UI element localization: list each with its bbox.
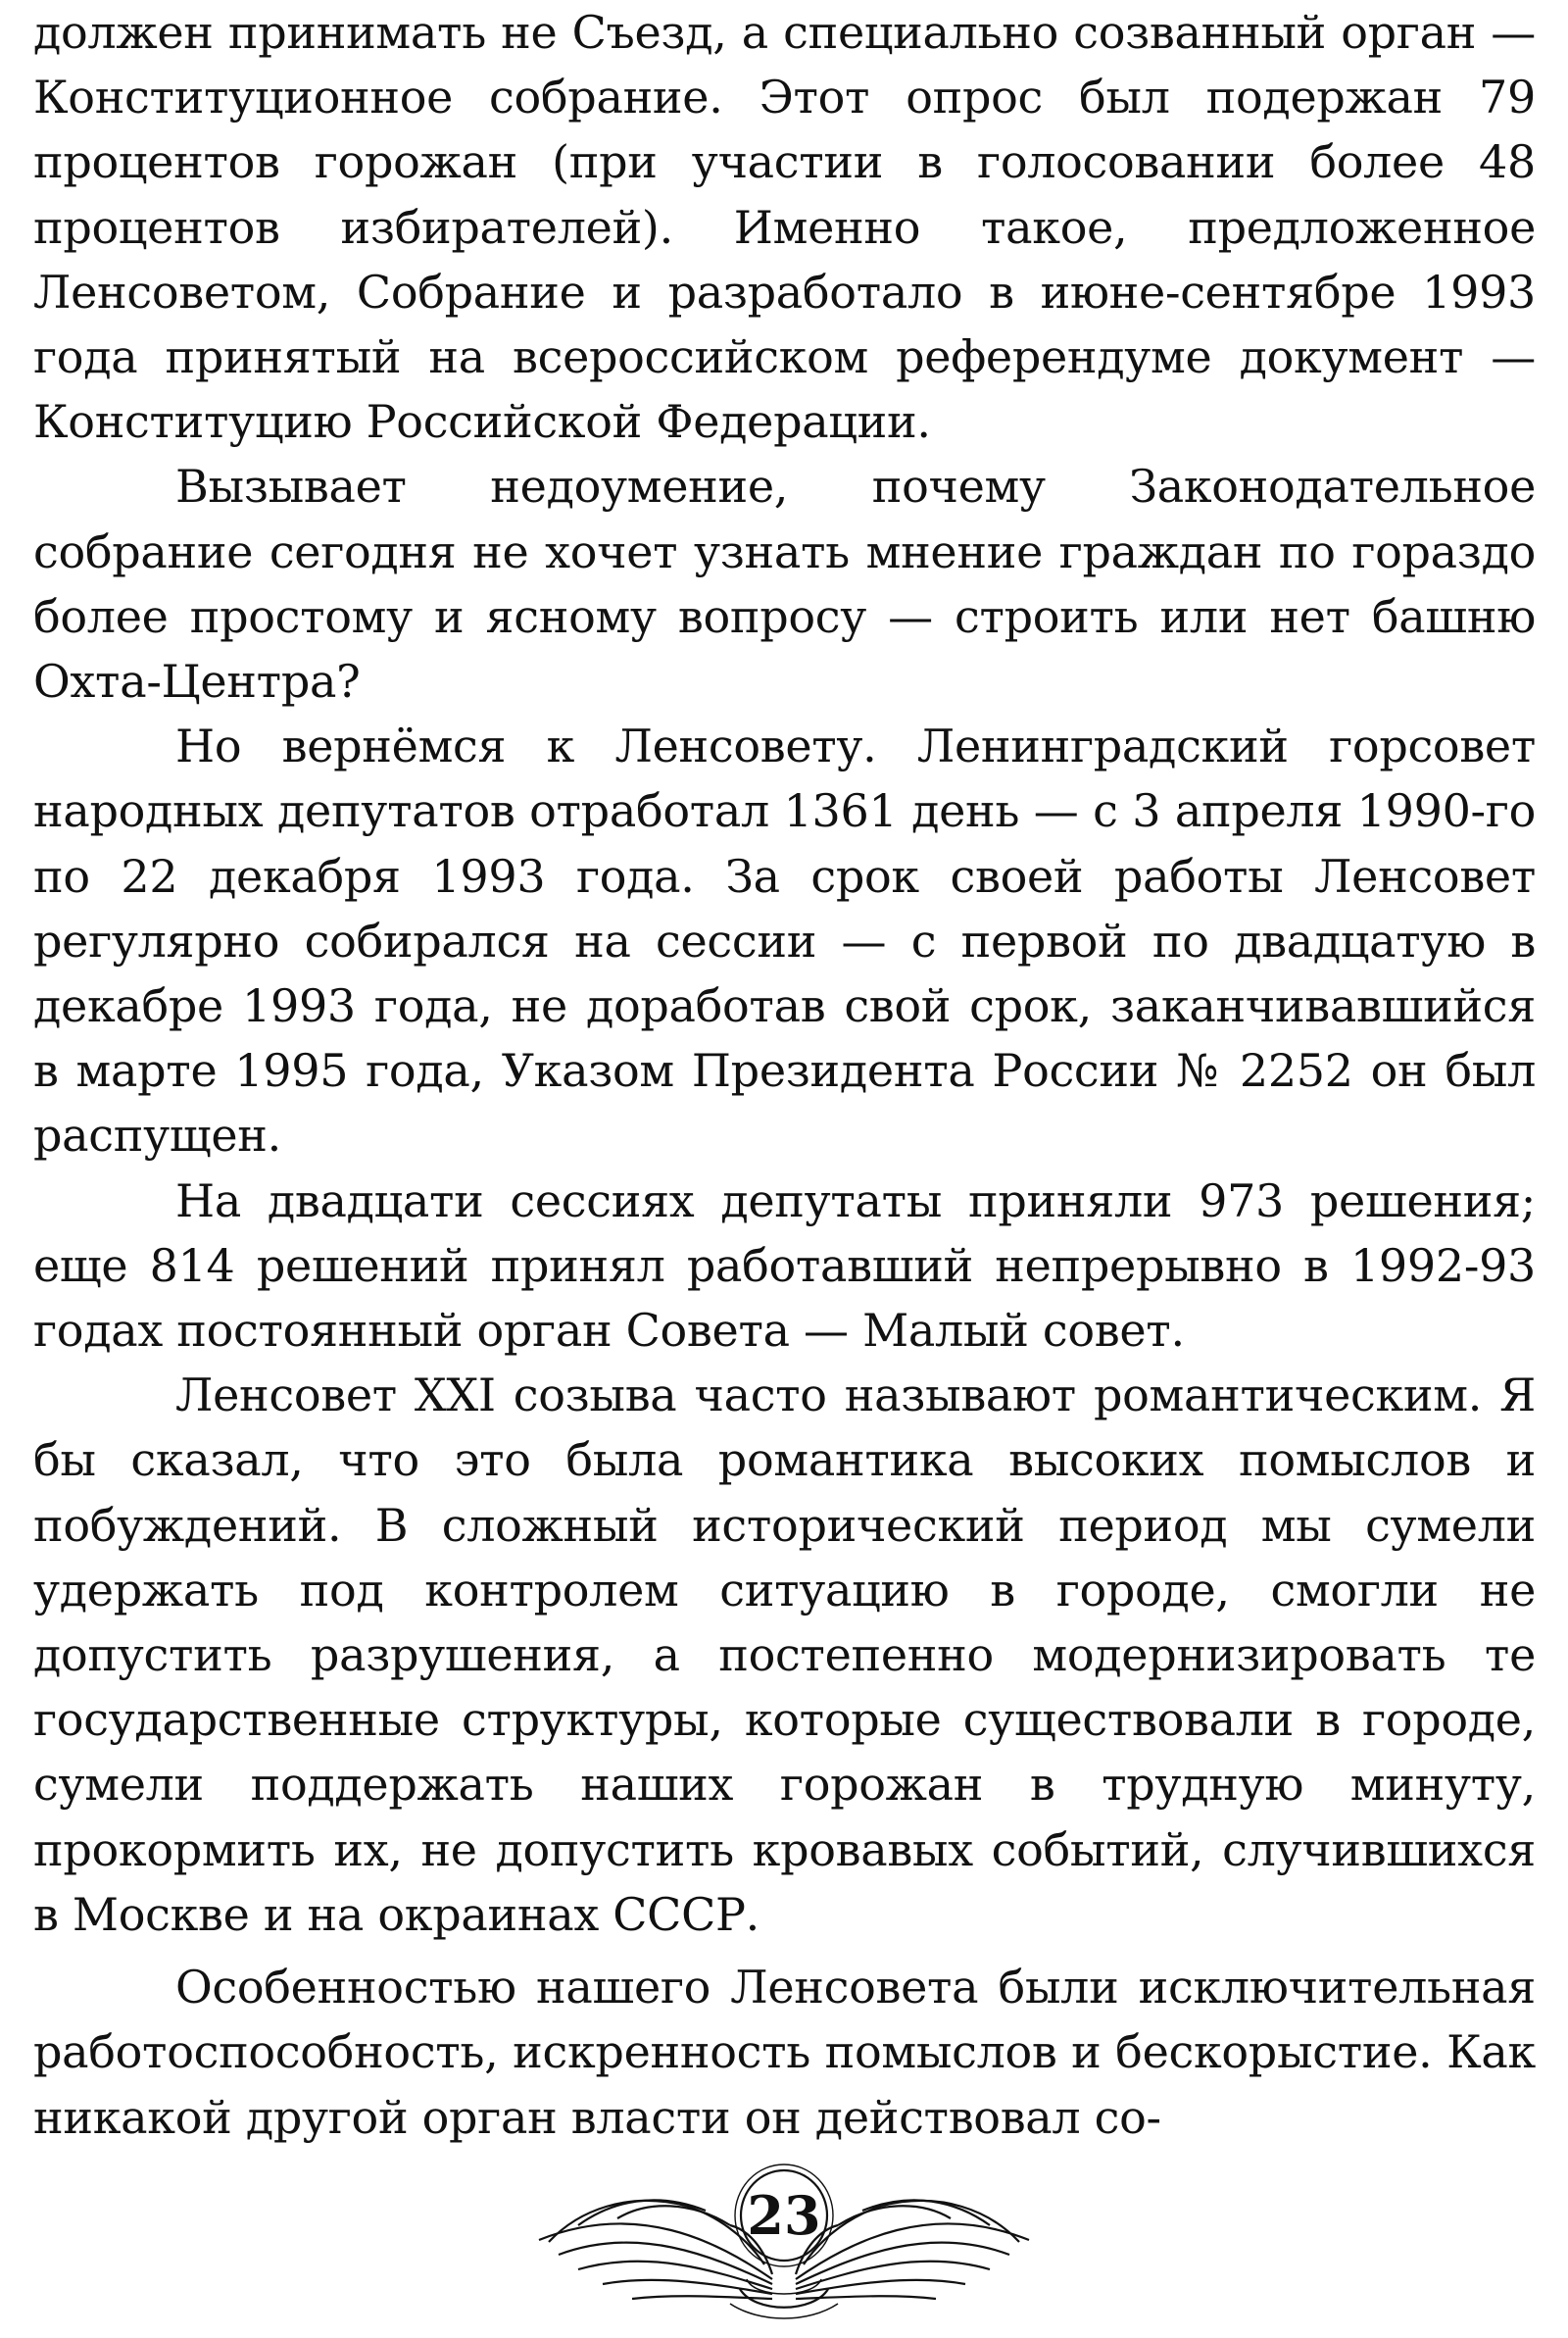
body-text bbox=[33, 0, 1536, 2150]
page-number: 23 bbox=[747, 2184, 821, 2247]
paragraph-2: Вызывает недоумение, почему Законодательное собрание сегодня не хочет узнать мнение граждан по гораздо более простому и ясному вопросу — строить или нет башню Охта-Центра? bbox=[33, 460, 1536, 709]
paragraph-6: Особенностью нашего Ленсовета были исключительная работоспособность, искренность помыслов и бескорыстие. Как никакой другой орган власти он действовал со- bbox=[33, 1961, 1536, 2144]
paragraph-3: Но вернёмся к Ленсовету. Ленинградский горсовет народных депутатов отработал 1361 день — с 3 апреля 1990-го по 22 декабря 1993 года. За срок своей работы Ленсовет регулярно собирался на сессии — с первой по двадцатую в декабре 1993 года, не доработав свой срок, заканчивавшийся в марте 1995 года, Указом Президента России № 2252 он был распущен. bbox=[33, 720, 1536, 1163]
paragraph-5: Ленсовет XXI созыва часто называют романтическим. Я бы сказал, что это была романтика высоких помыслов и побуждений. В сложный исторический период мы сумели удержать под контролем ситуацию в городе, смогли не допустить разрушения, а постепенно модернизировать те государственные структуры, которые существовали в городе, сумели поддержать наших горожан в трудную минуту, прокормить их, не допустить кровавых событий, случившихся в Москве и на окраинах СССР. bbox=[33, 1368, 1536, 1941]
paragraph-1: должен принимать не Съезд, а специально созванный орган — Конституционное собрание. Этот опрос был подержан 79 процентов горожан (при участии в голосовании более 48 процентов избирателей). Именно такое, предложенное Ленсоветом, Собрание и разработало в июне-сентябре 1993 года принятый на всероссийском референдуме документ — Конституцию Российской Федерации. bbox=[33, 6, 1536, 449]
paragraph-4: На двадцати сессиях депутаты приняли 973 решения; еще 814 решений принял работавший непрерывно в 1992-93 годах постоянный орган Совета — Малый совет. bbox=[33, 1173, 1536, 1358]
